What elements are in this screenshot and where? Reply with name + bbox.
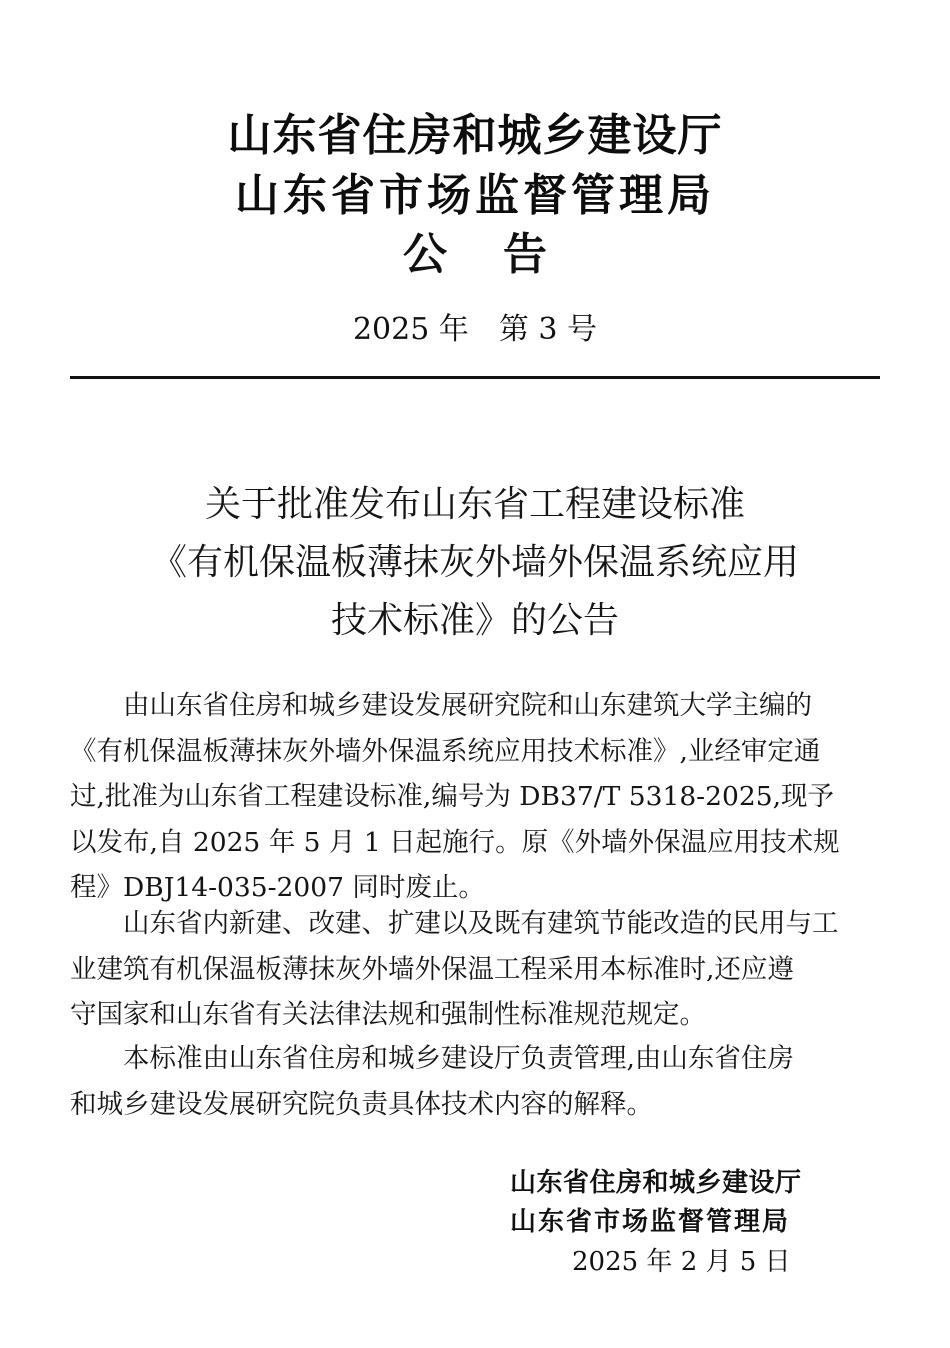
body-line: 由山东省住房和城乡建设发展研究院和山东建筑大学主编的 — [123, 690, 812, 721]
announcement-title-line-3: 技术标准》的公告 — [330, 600, 619, 641]
body-line: 和城乡建设发展研究院负责具体技术内容的解释。 — [70, 1088, 653, 1120]
signature-date: 2025 年 2 月 5 日 — [572, 1247, 791, 1277]
body-line: 守国家和山东省有关法律法规和强制性标准规范规定。 — [70, 999, 706, 1030]
announcement-title-line-2: 《有机保温板薄抹灰外墙外保温系统应用 — [150, 542, 799, 583]
body-line: 《有机保温板薄抹灰外墙外保温系统应用技术标准》,业经审定通 — [70, 735, 821, 767]
body-line: 过,批准为山东省工程建设标准,编号为 DB37/T 5318-2025,现予 — [70, 781, 834, 812]
announcement-title-line-1: 关于批准发布山东省工程建设标准 — [204, 484, 745, 525]
issuer-name-housing-department: 山东省住房和城乡建设厅 — [227, 110, 723, 161]
signature-issuer-2: 山东省市场监督管理局 — [510, 1207, 791, 1237]
body-line: 本标准由山东省住房和城乡建设厅负责管理,由山东省住房 — [123, 1043, 794, 1074]
document-number: 2025 年 第 3 号 — [352, 312, 598, 347]
body-paragraph-3 — [70, 1036, 885, 1127]
document-type-heading: 公告 — [403, 229, 603, 280]
body-line: 程》DBJ14-035-2007 同时废止。 — [70, 872, 485, 903]
body-paragraph-2 — [70, 901, 885, 1038]
body-line: 以发布,自 2025 年 5 月 1 日起施行。原《外墙外保温应用技术规 — [70, 826, 840, 858]
issuer-name-market-regulation: 山东省市场监督管理局 — [235, 170, 715, 221]
body-paragraph-1 — [70, 683, 885, 911]
body-line: 业建筑有机保温板薄抹灰外墙外保温工程采用本标准时,还应遵 — [70, 953, 794, 985]
body-line: 山东省内新建、改建、扩建以及既有建筑节能改造的民用与工 — [123, 908, 839, 939]
signature-issuer-1: 山东省住房和城乡建设厅 — [510, 1168, 802, 1198]
header-divider — [70, 376, 880, 379]
